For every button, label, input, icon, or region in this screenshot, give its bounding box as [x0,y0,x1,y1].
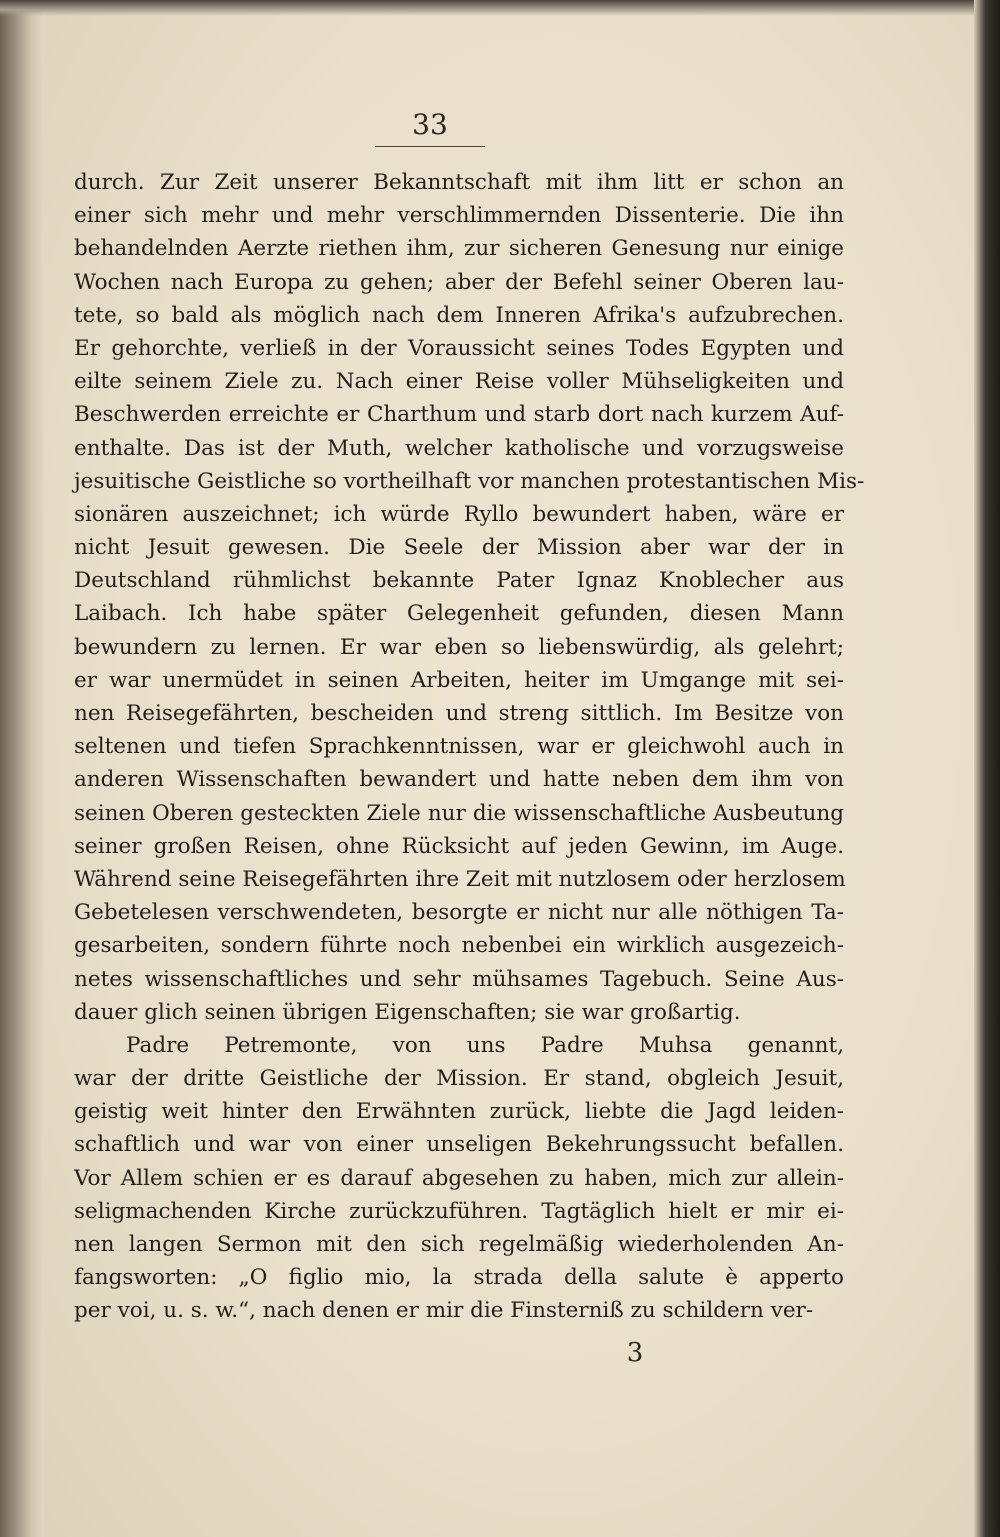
body-text [74,166,865,1328]
text-line: Deutschland rühmlichst bekannte Pater Ignaz Knoblecher aus [74,568,844,594]
text-line: Vor Allem schien er es darauf abgesehen zu haben, mich zur allein- [74,1165,844,1191]
text-line: Laibach. Ich habe später Gelegenheit gefunden, diesen Mann [74,601,844,627]
text-line: Wochen nach Europa zu gehen; aber der Befehl seiner Oberen lau- [74,269,844,295]
text-line: einer sich mehr und mehr verschlimmernden Dissenterie. Die ihn [74,203,844,229]
text-line: seiner großen Reisen, ohne Rücksicht auf jeden Gewinn, im Auge. [74,833,844,859]
text-line: nen langen Sermon mit den sich regelmäßig wiederholenden An- [74,1232,844,1257]
text-line: per voi, u. s. w.“, nach denen er mir die Finsterniß zu schildern ver- [74,1298,814,1324]
text-line: dauer glich seinen übrigen Eigenschaften; sie war großartig. [74,999,741,1025]
text-line: netes wissenschaftliches und sehr mühsames Tagebuch. Seine Aus- [74,966,844,992]
signature-mark: 3 [626,1338,644,1368]
text-line: Er gehorchte, verließ in der Voraussicht seines Todes Egypten und [74,335,844,361]
text-line: enthalte. Das ist der Muth, welcher katholische und vorzugsweise [74,435,844,461]
text-line: eilte seinem Ziele zu. Nach einer Reise voller Mühseligkeiten und [74,369,844,395]
page-edge-shadow [974,0,1000,1537]
text-line: nen Reisegefährten, bescheiden und streng sittlich. Im Besitze von [74,701,844,726]
text-line: Padre Petremonte, von uns Padre Muhsa genannt, [126,1032,844,1058]
text-line: bewundern zu lernen. Er war eben so liebenswürdig, als gelehrt; [74,634,844,660]
text-line: er war unermüdet in seinen Arbeiten, heiter im Umgange mit sei- [74,667,844,693]
text-line: seltenen und tiefen Sprachkenntnissen, war er gleichwohl auch in [74,734,844,760]
text-line: geistig weit hinter den Erwähnten zurück, liebte die Jagd leiden- [74,1099,844,1125]
text-line: jesuitische Geistliche so vortheilhaft vor manchen protestantischen Mis- [74,468,865,494]
header-rule [375,146,485,147]
page-number: 33 [412,108,448,141]
text-line: anderen Wissenschaften bewandert und hatte neben dem ihm von [74,767,844,793]
text-line: schaftlich und war von einer unseligen Bekehrungssucht befallen. [74,1132,844,1158]
text-line: war der dritte Geistliche der Mission. Er stand, obgleich Jesuit, [74,1066,844,1092]
text-line: sionären auszeichnet; ich würde Ryllo bewundert haben, wäre er [74,501,844,527]
text-line: Während seine Reisegefährten ihre Zeit mit nutzlosem oder herzlosem [74,866,846,892]
text-line: gesarbeiten, sondern führte noch nebenbei ein wirklich ausgezeich- [74,933,844,959]
text-line: Beschwerden erreichte er Charthum und starb dort nach kurzem Auf- [74,402,844,428]
text-line: Gebetelesen verschwendeten, besorgte er nicht nur alle nöthigen Ta- [74,900,844,926]
text-line: fangsworten: „O figlio mio, la strada della salute è apperto [74,1265,844,1291]
text-line: seligmachenden Kirche zurückzuführen. Tagtäglich hielt er mir ei- [74,1198,844,1224]
text-line: behandelnden Aerzte riethen ihm, zur sicheren Genesung nur einige [74,236,844,262]
text-line: nicht Jesuit gewesen. Die Seele der Mission aber war der in [74,535,844,561]
text-line: durch. Zur Zeit unserer Bekanntschaft mit ihm litt er schon an [74,170,844,195]
text-line: seinen Oberen gesteckten Ziele nur die wissenschaftliche Ausbeutung [74,800,844,826]
top-edge-shadow [0,0,1000,16]
book-spine-shadow [0,0,44,1537]
text-line: tete, so bald als möglich nach dem Inneren Afrika's aufzubrechen. [74,302,844,328]
